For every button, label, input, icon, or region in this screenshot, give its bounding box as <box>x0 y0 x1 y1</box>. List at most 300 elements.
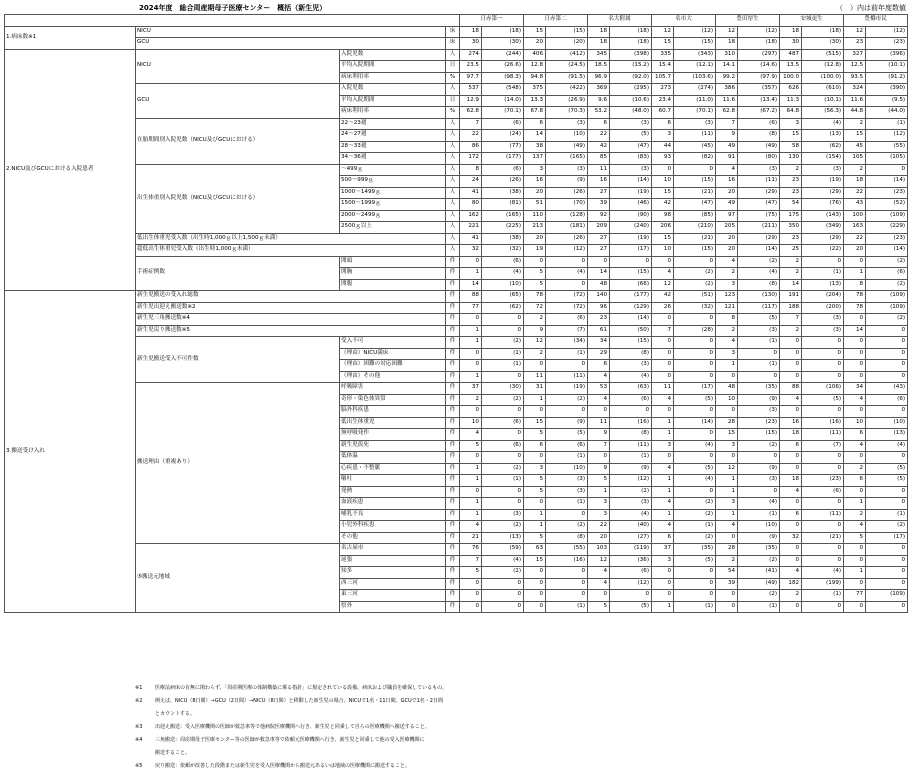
prior-value-cell: (10) <box>482 279 524 291</box>
prior-value-cell: (92.0) <box>610 72 652 84</box>
value-cell: 5 <box>524 532 546 544</box>
prior-value-cell: 0 <box>802 337 844 349</box>
prior-value-cell: 0 <box>482 314 524 326</box>
prior-value-cell: (2) <box>610 486 652 498</box>
prior-value-cell: (91.2) <box>866 72 908 84</box>
prior-value-cell: (2) <box>866 279 908 291</box>
prior-value-cell: (30) <box>482 38 524 50</box>
value-cell: 2 <box>716 555 738 567</box>
value-cell: 18 <box>588 38 610 50</box>
prior-value-cell: (5) <box>610 601 652 613</box>
prior-value-cell: (14.6) <box>738 61 780 73</box>
prior-value-cell: (11) <box>738 176 780 188</box>
prior-value-cell: (422) <box>546 84 588 96</box>
value-cell: 3 <box>716 440 738 452</box>
prior-value-cell: 0 <box>866 544 908 556</box>
value-cell: 3 <box>716 498 738 510</box>
unit-cell: 人 <box>446 49 460 61</box>
value-cell: 62.8 <box>460 107 482 119</box>
value-cell: 2 <box>780 256 802 268</box>
prior-value-cell: (2) <box>674 279 716 291</box>
value-cell: 60.7 <box>652 107 674 119</box>
unit-cell: 件 <box>446 417 460 429</box>
prior-value-cell: (62) <box>802 141 844 153</box>
prior-value-cell: (36) <box>610 555 652 567</box>
value-cell: 0 <box>780 406 802 418</box>
value-cell: 12 <box>652 26 674 38</box>
prior-value-cell: (398) <box>610 49 652 61</box>
prior-value-cell: (9) <box>738 463 780 475</box>
prior-value-cell: (1) <box>738 360 780 372</box>
value-cell: 3 <box>652 440 674 452</box>
prior-value-cell: (51) <box>674 291 716 303</box>
prior-value-cell: (12) <box>546 245 588 257</box>
unit-cell: 件 <box>446 486 460 498</box>
prior-value-cell: (19) <box>610 233 652 245</box>
prior-value-cell: 0 <box>802 544 844 556</box>
item-label: 哺乳不良 <box>340 509 446 521</box>
prior-value-cell: (3) <box>738 164 780 176</box>
prior-value-cell: (177) <box>610 291 652 303</box>
value-cell: 1 <box>652 417 674 429</box>
prior-value-cell: (26) <box>482 176 524 188</box>
value-cell: 23 <box>780 233 802 245</box>
value-cell: 20 <box>524 233 546 245</box>
value-cell: 0 <box>716 590 738 602</box>
prior-value-cell: (1) <box>802 590 844 602</box>
item-label: 血液疾患 <box>340 498 446 510</box>
category-label: NICU <box>136 26 446 38</box>
value-cell: 2 <box>844 509 866 521</box>
value-cell: 42 <box>652 291 674 303</box>
prior-value-cell: (47) <box>738 199 780 211</box>
value-cell: 16 <box>716 176 738 188</box>
table-row <box>5 164 908 176</box>
prior-value-cell: (3) <box>802 325 844 337</box>
prior-value-cell: (70.1) <box>674 107 716 119</box>
item-label: 2000～2499ｇ <box>340 210 446 222</box>
value-cell: 12 <box>716 463 738 475</box>
item-label: 受入不可 <box>340 337 446 349</box>
prior-value-cell: 0 <box>738 452 780 464</box>
value-cell: 487 <box>780 49 802 61</box>
unit-cell: 日 <box>446 61 460 73</box>
prior-value-cell: (3) <box>738 475 780 487</box>
value-cell: 11.6 <box>716 95 738 107</box>
prior-value-cell: 0 <box>674 164 716 176</box>
value-cell: 15 <box>780 130 802 142</box>
value-cell: 0 <box>844 406 866 418</box>
value-cell: 27 <box>588 233 610 245</box>
value-cell: 0 <box>652 314 674 326</box>
value-cell: 20 <box>588 532 610 544</box>
prior-value-cell: (83) <box>610 153 652 165</box>
value-cell: 11 <box>588 164 610 176</box>
item-label: 呼吸障害 <box>340 383 446 395</box>
value-cell: 386 <box>716 84 738 96</box>
prior-value-cell: (19) <box>610 187 652 199</box>
value-cell: 0 <box>844 452 866 464</box>
unit-cell: 床 <box>446 26 460 38</box>
value-cell: 49 <box>716 199 738 211</box>
item-label: 開頭 <box>340 256 446 268</box>
value-cell: 41 <box>460 233 482 245</box>
value-cell: 32 <box>460 245 482 257</box>
value-cell: 4 <box>588 567 610 579</box>
value-cell: 3 <box>588 509 610 521</box>
value-cell: 0 <box>588 406 610 418</box>
category-label: 出生体重別入院児数（NICU及びGCUにおける） <box>136 164 340 233</box>
value-cell: 7 <box>588 440 610 452</box>
footnote-text: 例えば、NICU（8日間）→GCU（2日間）→NICU（8日間）と移動した新生児の場合、NICUで1名・11日間、GCUで1名・2日間 <box>155 698 443 704</box>
unit-cell: 件 <box>446 532 460 544</box>
value-cell: 4 <box>460 429 482 441</box>
value-cell: 7 <box>716 118 738 130</box>
prior-value-cell: (1) <box>674 601 716 613</box>
value-cell: 18.5 <box>588 61 610 73</box>
value-cell: 213 <box>524 222 546 234</box>
value-cell: 9 <box>524 325 546 337</box>
unit-cell: 件 <box>446 314 460 326</box>
prior-value-cell: 0 <box>802 406 844 418</box>
prior-value-cell: 0 <box>674 371 716 383</box>
value-cell: 78 <box>844 302 866 314</box>
item-label: 開腹 <box>340 279 446 291</box>
unit-cell: 件 <box>446 268 460 280</box>
prior-value-cell: (1) <box>738 509 780 521</box>
item-label: ～499ｇ <box>340 164 446 176</box>
prior-value-cell: (30) <box>802 38 844 50</box>
table-row <box>5 383 908 395</box>
value-cell: 92 <box>588 210 610 222</box>
prior-value-cell: (3) <box>802 314 844 326</box>
unit-cell: 件 <box>446 601 460 613</box>
value-cell: 23 <box>844 38 866 50</box>
item-label: 入院児数 <box>340 49 446 61</box>
unit-cell: 件 <box>446 360 460 372</box>
prior-value-cell: 0 <box>802 463 844 475</box>
item-label: 2500ｇ以上 <box>340 222 446 234</box>
prior-value-cell: (4) <box>802 118 844 130</box>
prior-value-cell: (10) <box>546 463 588 475</box>
value-cell: 9 <box>588 429 610 441</box>
value-cell: 221 <box>460 222 482 234</box>
category-label: 新生児戻り搬送数※5 <box>136 325 446 337</box>
value-cell: 0 <box>844 348 866 360</box>
prior-value-cell: (14) <box>866 176 908 188</box>
value-cell: 38 <box>524 141 546 153</box>
value-cell: 23 <box>588 314 610 326</box>
unit-cell: 件 <box>446 337 460 349</box>
prior-value-cell: 0 <box>674 486 716 498</box>
unit-cell: 人 <box>446 187 460 199</box>
prior-value-cell: (24) <box>482 130 524 142</box>
prior-value-cell: (119) <box>610 544 652 556</box>
unit-cell: 件 <box>446 475 460 487</box>
value-cell: 182 <box>780 578 802 590</box>
prior-value-cell: 0 <box>482 371 524 383</box>
value-cell: 0 <box>844 544 866 556</box>
prior-value-cell: (98.3) <box>482 72 524 84</box>
value-cell: 19 <box>524 245 546 257</box>
value-cell: 0 <box>588 590 610 602</box>
prior-value-cell: (26.9) <box>546 95 588 107</box>
prior-value-cell: (6) <box>482 256 524 268</box>
value-cell: 80 <box>460 199 482 211</box>
prior-value-cell: (28) <box>674 325 716 337</box>
value-cell: 54 <box>716 567 738 579</box>
prior-value-cell: (6) <box>546 314 588 326</box>
prior-value-cell: 0 <box>546 578 588 590</box>
footnote-mark: ※4 <box>135 737 143 743</box>
prior-value-cell: (1) <box>866 118 908 130</box>
value-cell: 0 <box>652 452 674 464</box>
prior-value-cell: (19) <box>546 383 588 395</box>
value-cell: 28 <box>716 417 738 429</box>
value-cell: 3 <box>524 463 546 475</box>
prior-value-cell: (4) <box>866 440 908 452</box>
footnote-mark: ※3 <box>135 724 143 730</box>
value-cell: 0 <box>780 544 802 556</box>
value-cell: 0 <box>652 406 674 418</box>
unit-cell: 人 <box>446 130 460 142</box>
prior-value-cell: (11) <box>610 440 652 452</box>
prior-value-cell: (210) <box>674 222 716 234</box>
value-cell: 172 <box>460 153 482 165</box>
prior-value-cell: (204) <box>802 291 844 303</box>
value-cell: 0 <box>524 601 546 613</box>
prior-value-cell: (55) <box>866 141 908 153</box>
value-cell: 15 <box>524 26 546 38</box>
value-cell: 2 <box>716 268 738 280</box>
prior-value-cell: (412) <box>546 49 588 61</box>
value-cell: 31 <box>524 383 546 395</box>
item-label: 病床利用率 <box>340 107 446 119</box>
value-cell: 9.6 <box>588 95 610 107</box>
unit-cell: % <box>446 107 460 119</box>
value-cell: 9 <box>588 463 610 475</box>
prior-value-cell: 0 <box>610 590 652 602</box>
unit-cell: 件 <box>446 256 460 268</box>
value-cell: 0 <box>652 360 674 372</box>
value-cell: 11 <box>652 383 674 395</box>
prior-value-cell: 0 <box>674 406 716 418</box>
prior-value-cell: (6) <box>866 394 908 406</box>
value-cell: 4 <box>652 268 674 280</box>
item-label: 24～27週 <box>340 130 446 142</box>
item-label: 低出生体重児 <box>340 417 446 429</box>
value-cell: 0 <box>780 371 802 383</box>
prior-value-cell: (49) <box>738 578 780 590</box>
value-cell: 0 <box>844 360 866 372</box>
prior-value-cell: (2) <box>738 440 780 452</box>
value-cell: 0 <box>844 601 866 613</box>
value-cell: 30 <box>780 38 802 50</box>
prior-value-cell: 0 <box>546 590 588 602</box>
prior-value-cell: 0 <box>674 360 716 372</box>
value-cell: 1 <box>652 486 674 498</box>
value-cell: 6 <box>588 118 610 130</box>
table-row <box>5 245 908 257</box>
value-cell: 3 <box>780 118 802 130</box>
value-cell: 163 <box>844 222 866 234</box>
prior-value-cell: (5) <box>674 463 716 475</box>
prior-value-cell: (22) <box>802 245 844 257</box>
value-cell: 18 <box>588 26 610 38</box>
value-cell: 5 <box>588 601 610 613</box>
prior-value-cell: (5) <box>802 394 844 406</box>
value-cell: 22 <box>844 187 866 199</box>
value-cell: 5 <box>524 268 546 280</box>
prior-value-cell: (16) <box>610 417 652 429</box>
category-label: GCU <box>136 84 340 119</box>
value-cell: 0 <box>844 578 866 590</box>
prior-value-cell: 0 <box>546 406 588 418</box>
prior-value-cell: (41) <box>738 567 780 579</box>
value-cell: 335 <box>652 49 674 61</box>
value-cell: 0 <box>716 371 738 383</box>
value-cell: 105 <box>844 153 866 165</box>
prior-value-cell: (3) <box>610 498 652 510</box>
value-cell: 7 <box>460 555 482 567</box>
value-cell: 6 <box>652 532 674 544</box>
value-cell: 1 <box>524 394 546 406</box>
prior-value-cell: (11) <box>546 371 588 383</box>
unit-cell: 件 <box>446 302 460 314</box>
hospital-header: 安城更生 <box>780 15 844 27</box>
prior-value-cell: (2) <box>482 394 524 406</box>
prior-value-cell: (70.3) <box>546 107 588 119</box>
prior-value-cell: 0 <box>866 348 908 360</box>
item-label: 新生児仮死 <box>340 440 446 452</box>
value-cell: 7 <box>652 325 674 337</box>
value-cell: 3 <box>652 130 674 142</box>
unit-cell: 人 <box>446 153 460 165</box>
value-cell: 6 <box>844 429 866 441</box>
category-label: 在胎期間別入院児数（NICU及びGCUにおける） <box>136 118 340 164</box>
value-cell: 16 <box>780 417 802 429</box>
value-cell: 8 <box>460 164 482 176</box>
value-cell: 20 <box>716 187 738 199</box>
value-cell: 15 <box>524 555 546 567</box>
prior-value-cell: 0 <box>482 578 524 590</box>
footnote-mark: ※2 <box>135 698 143 704</box>
prior-value-cell: (40) <box>610 521 652 533</box>
category-label: ⑤搬送元地域 <box>136 544 340 613</box>
prior-value-cell: (38) <box>482 187 524 199</box>
value-cell: 100 <box>844 210 866 222</box>
unit-cell: 件 <box>446 590 460 602</box>
prior-value-cell: (15) <box>546 26 588 38</box>
prior-value-cell: 0 <box>866 337 908 349</box>
value-cell: 3 <box>716 279 738 291</box>
value-cell: 191 <box>780 291 802 303</box>
value-cell: 4 <box>588 394 610 406</box>
value-cell: 88 <box>780 383 802 395</box>
prior-value-cell: (11.0) <box>674 95 716 107</box>
value-cell: 0 <box>780 601 802 613</box>
prior-value-cell: (44.0) <box>866 107 908 119</box>
prior-value-cell: 0 <box>482 601 524 613</box>
value-cell: 0 <box>460 360 482 372</box>
prior-value-cell: (6) <box>482 440 524 452</box>
value-cell: 5 <box>524 486 546 498</box>
value-cell: 8 <box>844 279 866 291</box>
table-row <box>5 314 908 326</box>
prior-value-cell: 0 <box>674 567 716 579</box>
prior-value-cell: (117) <box>738 302 780 314</box>
value-cell: 12 <box>844 26 866 38</box>
prior-value-cell: 0 <box>802 256 844 268</box>
prior-value-cell: (35) <box>738 383 780 395</box>
prior-value-cell: (129) <box>610 302 652 314</box>
prior-value-cell: (18) <box>482 26 524 38</box>
prior-value-cell: 0 <box>802 555 844 567</box>
hospital-header: 日赤第二 <box>524 15 588 27</box>
value-cell: 6 <box>524 118 546 130</box>
prior-value-cell: (225) <box>482 222 524 234</box>
prior-value-cell: (81) <box>482 199 524 211</box>
hospital-header: 日赤第一 <box>460 15 524 27</box>
value-cell: 13.3 <box>524 95 546 107</box>
prior-value-cell: 0 <box>482 590 524 602</box>
prior-value-cell: (19) <box>802 176 844 188</box>
prior-value-cell: 0 <box>546 360 588 372</box>
prior-value-cell: 0 <box>674 337 716 349</box>
prior-value-cell: (30) <box>482 383 524 395</box>
value-cell: 4 <box>716 256 738 268</box>
prior-value-cell: (46) <box>610 199 652 211</box>
prior-value-cell: 0 <box>674 348 716 360</box>
prior-value-cell: (55) <box>546 544 588 556</box>
prior-value-cell: 0 <box>802 360 844 372</box>
value-cell: 175 <box>780 210 802 222</box>
value-cell: 27 <box>588 245 610 257</box>
prior-value-cell: (1) <box>546 601 588 613</box>
prior-value-cell: (229) <box>866 222 908 234</box>
prior-value-cell: (4) <box>482 555 524 567</box>
value-cell: 23.5 <box>460 61 482 73</box>
prior-value-cell: (2) <box>738 555 780 567</box>
item-label: 脳外科疾患 <box>340 406 446 418</box>
prior-value-cell: (2) <box>866 314 908 326</box>
prior-value-cell: (7) <box>802 440 844 452</box>
value-cell: 0 <box>460 452 482 464</box>
prior-value-cell: (17) <box>866 532 908 544</box>
value-cell: 4 <box>652 498 674 510</box>
value-cell: 0 <box>844 555 866 567</box>
value-cell: 4 <box>588 578 610 590</box>
prior-value-cell: (2) <box>546 521 588 533</box>
prior-value-cell: (23) <box>866 233 908 245</box>
prior-value-cell: (2) <box>866 521 908 533</box>
footnote-text: 戻り搬送：依頼が改善した段階または新生児を受入医療機関から搬送元あるいは地域の医療機関に搬送すること。 <box>155 763 411 769</box>
value-cell: 6 <box>524 440 546 452</box>
prior-value-cell: (1) <box>674 521 716 533</box>
value-cell: 0 <box>844 486 866 498</box>
category-label: 搬送理由（重複あり） <box>136 383 340 544</box>
value-cell: 53.2 <box>588 107 610 119</box>
value-cell: 0 <box>652 578 674 590</box>
value-cell: 205 <box>716 222 738 234</box>
value-cell: 345 <box>588 49 610 61</box>
prior-value-cell: (4) <box>674 440 716 452</box>
value-cell: 93 <box>652 153 674 165</box>
prior-value-cell: (21) <box>674 187 716 199</box>
value-cell: 12.9 <box>460 95 482 107</box>
value-cell: 15 <box>844 130 866 142</box>
prior-value-cell: (3) <box>610 118 652 130</box>
